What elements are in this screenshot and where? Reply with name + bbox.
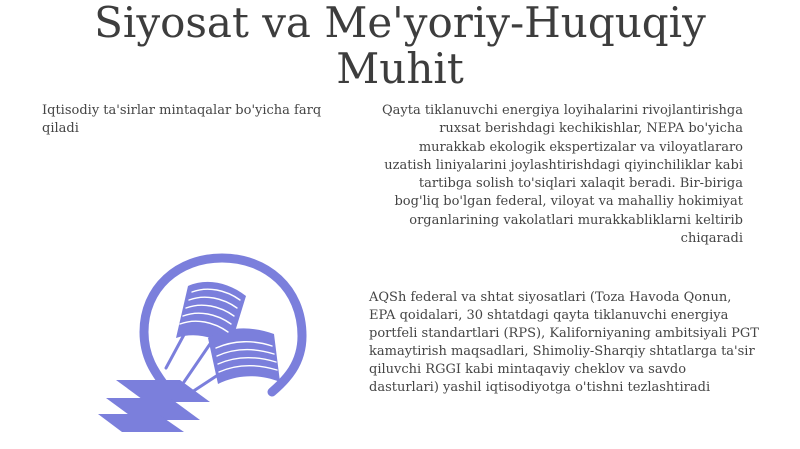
federal-state-policies-note: AQSh federal va shtat siyosatlari (Toza Havoda Qonun, EPA qoidalari, 30 shtatdagi qayta tiklanuvchi energiya portfeli standartlari (RPS), Kaliforniyaning ambitsiyali PGT kamaytirish maqsadlari, Shimoliy-Sharqiy shtatlarga ta'sir qiluvchi RGGI kabi mintaqaviy cheklov va savdo dasturlari) yashil iqtisodiyotga o'tishni tezlashtiradi bbox=[369, 290, 759, 395]
page-title bbox=[0, 0, 800, 92]
lightbulb-book-icon bbox=[88, 252, 312, 432]
title-line-1: Siyosat va Me'yoriy-Huquqiy bbox=[94, 0, 706, 47]
regulatory-barriers-note: Qayta tiklanuvchi energiya loyihalarini rivojlantirishga ruxsat berishdagi kechikishlar, NEPA bo'yicha murakkab ekologik ekspertizalar va viloyatlararo uzatish liniyalarini joylashtirishdagi qiyinchiliklar kabi tartibga solish to'siqlari xalaqit beradi. Bir-biriga bog'liq bo'lgan federal, viloyat va mahalliy hokimiyat organlarining vakolatlari murakkabliklarni keltirib chiqaradi bbox=[381, 103, 743, 247]
regional-impact-note: Iqtisodiy ta'sirlar mintaqalar bo'yicha farq qiladi bbox=[42, 103, 322, 136]
title-line-2: Muhit bbox=[336, 44, 464, 93]
